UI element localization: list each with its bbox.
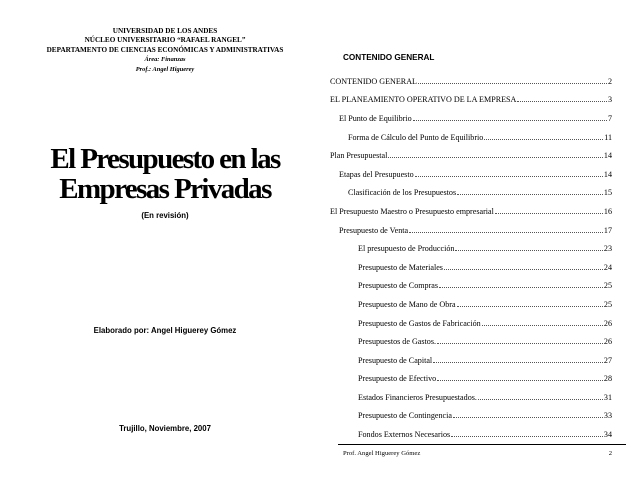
document-title [0,144,330,204]
toc-heading: CONTENIDO GENERAL [343,53,435,62]
toc-entry[interactable] [330,351,638,370]
toc-entry[interactable] [330,258,638,277]
toc-entry[interactable] [330,146,638,165]
toc-entry-page: 16 [603,206,612,216]
toc-dot-leader [388,157,603,158]
toc-entry[interactable] [330,91,638,110]
toc-dot-leader [409,232,603,233]
toc-entry-title: Fondos Externos Necesarios [358,430,451,440]
nucleus-name: NÚCLEO UNIVERSITARIO “RAFAEL RANGEL” [84,36,246,45]
toc-entry-page: 31 [603,392,612,402]
area-label: Área: Finanzas [144,56,186,64]
toc-entry-title: Presupuesto de Materiales [358,262,443,272]
toc-entry[interactable] [330,239,638,258]
toc-dot-leader [457,306,603,307]
toc-entry-title: Clasificación de los Presupuestos [348,188,457,198]
toc-dot-leader [439,287,603,288]
toc-entry-title: Presupuesto de Contingencia [358,411,452,421]
toc-entry-page: 26 [603,318,612,328]
professor-label: Prof.: Angel Higuerey [135,65,195,73]
toc-dot-leader [415,176,603,177]
toc-entry[interactable] [330,202,638,221]
toc-entry-title: Presupuesto de Compras [358,281,439,291]
footer-page-number: 2 [608,450,612,457]
page-footer [343,450,612,457]
toc-entry[interactable] [330,165,638,184]
toc-dot-leader [484,139,603,140]
toc-dot-leader [495,213,603,214]
title-line-1: El Presupuesto en las [50,143,280,175]
toc-entry[interactable] [330,277,638,296]
toc-entry-title: Presupuestos de Gastos. [358,337,437,347]
toc-entry[interactable] [330,109,638,128]
toc-entry-page: 27 [603,355,612,365]
toc-entry-title: Presupuesto de Capital [358,355,433,365]
toc-entry-page: 14 [603,151,612,161]
toc-entry[interactable] [330,370,638,389]
footer-rule [338,444,626,445]
toc-entry-title: Presupuesto de Efectivo [358,374,437,384]
toc-entry[interactable] [330,407,638,426]
toc-entry-title: CONTENIDO GENERAL [330,76,417,86]
toc-entry-page: 23 [603,244,612,254]
toc-entry-page: 28 [603,374,612,384]
toc-entry[interactable] [330,332,638,351]
toc-entry-title: Presupuesto de Venta [339,225,409,235]
author-line: Elaborado por: Angel Higuerey Gómez [93,326,237,335]
revision-note: (En revisión) [141,211,189,220]
toc-entry-page: 17 [603,225,612,235]
toc-entry[interactable] [330,221,638,240]
title-line-2: Empresas Privadas [59,173,271,205]
toc-entry-title: Estados Financieros Presupuestados. [358,392,477,402]
toc-dot-leader [444,269,603,270]
toc-entry-page: 3 [607,95,612,105]
date-line: Trujillo, Noviembre, 2007 [119,424,211,433]
toc-dot-leader [437,380,603,381]
toc-dot-leader [478,399,603,400]
toc-dot-leader [453,417,603,418]
toc-entry-title: EL PLANEAMIENTO OPERATIVO DE LA EMPRESA [330,95,517,105]
toc-entry-page: 26 [603,337,612,347]
toc-dot-leader [418,83,607,84]
toc-entry-page: 34 [603,430,612,440]
toc-entry[interactable] [330,388,638,407]
toc-list [330,72,638,444]
toc-entry[interactable] [330,425,638,444]
toc-entry-title: Plan Presupuestal [330,151,388,161]
toc-dot-leader [457,194,603,195]
toc-dot-leader [517,101,607,102]
footer-author: Prof. Angel Higuerey Gómez [343,450,421,457]
toc-entry-title: El Punto de Equilibrio [339,113,412,123]
toc-entry-title: Etapas del Presupuesto [339,169,414,179]
toc-entry-page: 7 [607,113,612,123]
toc-dot-leader [455,250,602,251]
toc-entry-page: 14 [603,169,612,179]
toc-entry-page: 25 [603,281,612,291]
university-name: UNIVERSIDAD DE LOS ANDES [112,27,218,35]
department-name: DEPARTAMENTO DE CIENCIAS ECONÓMICAS Y ADMINISTRATIVAS [46,45,284,54]
toc-entry-title: El Presupuesto Maestro o Presupuesto empresarial [330,206,494,216]
toc-entry[interactable] [330,295,638,314]
toc-entry-page: 11 [604,132,612,142]
toc-entry-title: Presupuesto de Mano de Obra [358,299,456,309]
toc-page [330,0,638,493]
toc-entry-title: Presupuesto de Gastos de Fabricación [358,318,481,328]
toc-entry-page: 33 [603,411,612,421]
institution-header [0,27,330,74]
toc-entry[interactable] [330,184,638,203]
toc-dot-leader [413,120,607,121]
toc-entry-page: 25 [603,299,612,309]
toc-entry-title: El presupuesto de Producción [358,244,455,254]
toc-entry[interactable] [330,72,638,91]
toc-dot-leader [433,362,603,363]
toc-entry-page: 24 [603,262,612,272]
toc-dot-leader [482,325,603,326]
toc-entry[interactable] [330,314,638,333]
toc-entry-page: 15 [603,188,612,198]
toc-dot-leader [437,343,603,344]
toc-entry-page: 2 [607,76,612,86]
toc-dot-leader [451,436,603,437]
toc-entry[interactable] [330,128,638,147]
toc-entry-title: Forma de Cálculo del Punto de Equilibrio [348,132,484,142]
